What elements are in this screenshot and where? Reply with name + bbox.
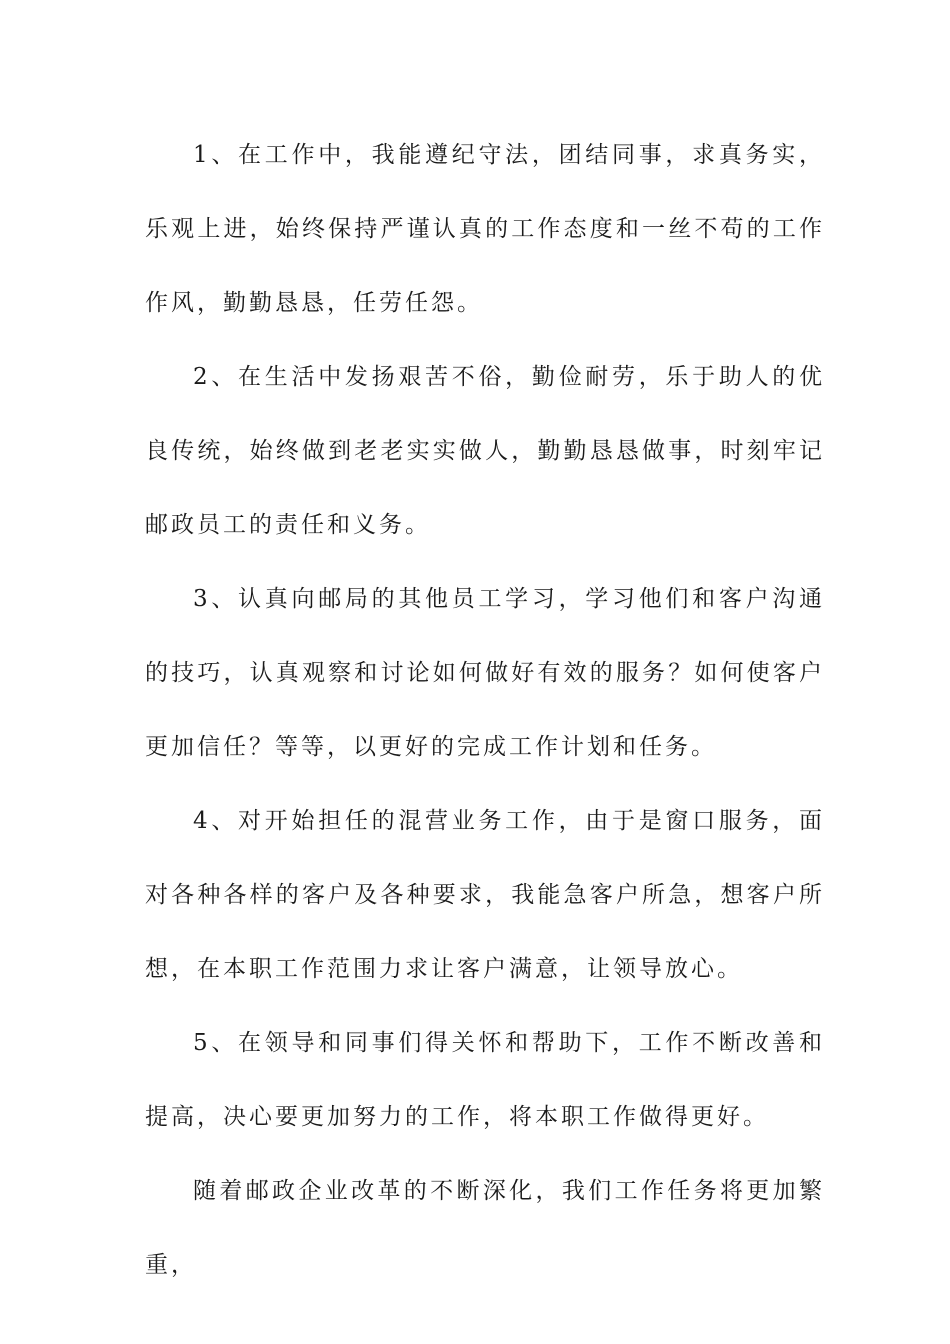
paragraph-2: 2、在生活中发扬艰苦不俗，勤俭耐劳，乐于助人的优良传统，始终做到老老实实做人，勤勤恳恳做事，时刻牢记邮政员工的责任和义务。 bbox=[145, 364, 825, 538]
paragraph-5: 5、在领导和同事们得关怀和帮助下，工作不断改善和提高，决心要更加努力的工作，将本职工作做得更好。 bbox=[145, 1030, 825, 1130]
paragraph-4: 4、对开始担任的混营业务工作，由于是窗口服务，面对各种各样的客户及各种要求，我能急客户所急，想客户所想，在本职工作范围力求让客户满意，让领导放心。 bbox=[145, 808, 825, 982]
document-body bbox=[145, 118, 825, 1302]
paragraph-3: 3、认真向邮局的其他员工学习，学习他们和客户沟通的技巧，认真观察和讨论如何做好有效的服务？如何使客户更加信任？等等，以更好的完成工作计划和任务。 bbox=[145, 586, 825, 760]
paragraph-6: 随着邮政企业改革的不断深化，我们工作任务将更加繁重， bbox=[145, 1178, 825, 1278]
paragraph-1: 1、在工作中，我能遵纪守法，团结同事，求真务实，乐观上进，始终保持严谨认真的工作态度和一丝不苟的工作作风，勤勤恳恳，任劳任怨。 bbox=[145, 142, 825, 316]
